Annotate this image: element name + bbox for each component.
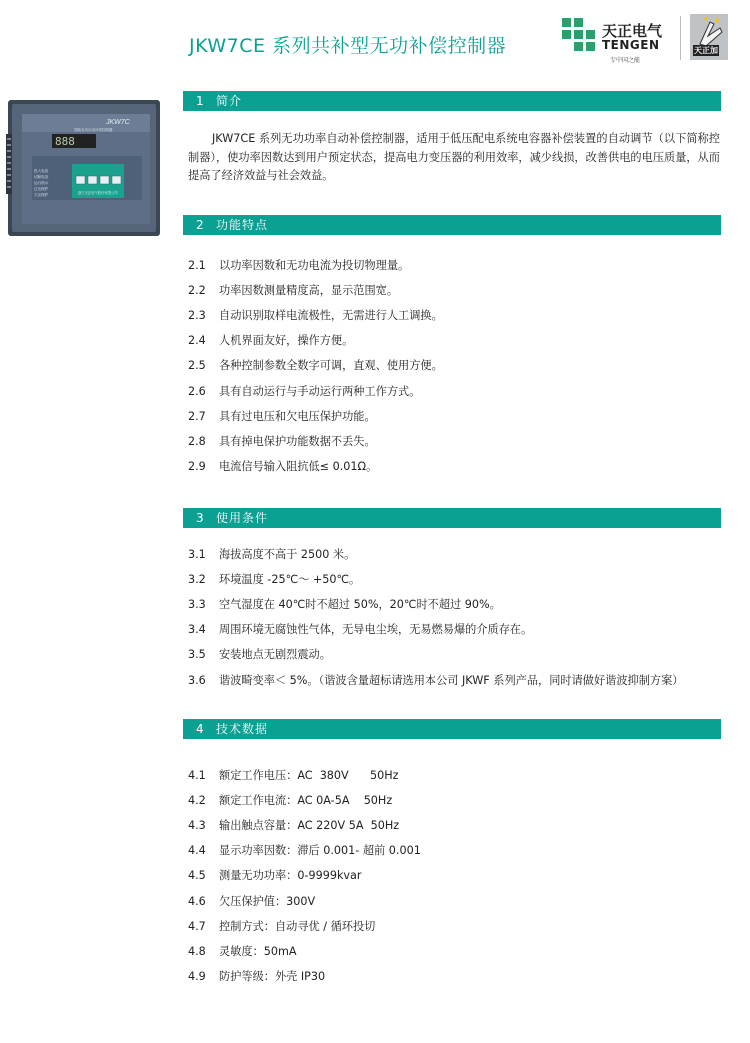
list-item xyxy=(188,307,443,323)
section-header-intro xyxy=(183,91,721,111)
section-title: 功能特点 xyxy=(216,218,269,232)
page-title: JKW7CE 系列共补型无功补偿控制器 xyxy=(189,35,507,57)
section-title: 技术数据 xyxy=(216,722,269,736)
list-item xyxy=(188,408,376,424)
item-text: 电流信号输入阻抗低≤ 0.01Ω。 xyxy=(219,459,378,473)
list-item xyxy=(188,282,398,298)
item-text: 具有过电压和欠电压保护功能。 xyxy=(219,409,376,423)
list-item xyxy=(188,893,315,909)
item-text: 自动识别取样电流极性，无需进行人工调换。 xyxy=(219,309,443,323)
item-text: 各种控制参数全数字可调，直观、使用方便。 xyxy=(219,359,443,373)
item-text: 安装地点无剧烈震动。 xyxy=(219,648,331,662)
section-header-conditions xyxy=(183,508,721,528)
section-number: 4 xyxy=(196,722,204,736)
list-item xyxy=(188,257,409,273)
tengen-logo xyxy=(562,14,732,64)
badge-label: 天正加 xyxy=(694,46,718,55)
brand-tagline: 专中国之能 xyxy=(610,57,641,64)
list-item xyxy=(188,621,532,637)
item-text: 额定工作电流：AC 0A-5A 50Hz xyxy=(219,794,393,808)
item-text: 额定工作电压：AC 380V 50Hz xyxy=(219,769,399,782)
item-text: 人机界面友好，操作方便。 xyxy=(219,334,354,348)
item-number: 4.8 xyxy=(188,944,206,958)
item-number: 4.9 xyxy=(188,969,206,983)
item-text: 谐波畸变率＜ 5%。（谐波含量超标请选用本公司 JKWF 系列产品，同时请做好谐波抑制方案） xyxy=(219,673,684,687)
list-item xyxy=(188,383,420,399)
item-number: 4.2 xyxy=(188,794,206,808)
item-number: 2.5 xyxy=(188,359,206,373)
device-maker: 浙江天正电气股份有限公司 xyxy=(78,191,118,195)
list-item xyxy=(188,571,360,587)
controller-product-image xyxy=(4,94,164,240)
section-title: 使用条件 xyxy=(216,511,269,525)
section-number: 1 xyxy=(196,94,204,108)
item-text: 功率因数测量精度高，显示范围宽。 xyxy=(219,284,399,298)
device-side-label: 运行指示 xyxy=(34,181,49,185)
item-number: 2.3 xyxy=(188,309,206,323)
device-side-label: 欠压保护 xyxy=(34,193,49,197)
list-item xyxy=(188,646,331,662)
item-number: 4.6 xyxy=(188,894,206,908)
list-item xyxy=(188,943,297,959)
item-number: 3.1 xyxy=(188,548,206,561)
item-number: 4.4 xyxy=(188,844,206,858)
item-text: 控制方式：自动寻优 / 循环投切 xyxy=(219,919,376,933)
device-subtitle: 智能无功自动补偿控制器 xyxy=(74,128,113,132)
item-text: 灵敏度：50mA xyxy=(219,944,297,958)
section-header-tech xyxy=(183,719,721,739)
list-item xyxy=(188,357,443,373)
item-number: 3.6 xyxy=(188,673,206,687)
item-number: 2.1 xyxy=(188,259,206,272)
list-item xyxy=(188,458,377,474)
brand-name-cn: 天正电气 xyxy=(602,22,663,40)
list-item xyxy=(188,842,421,858)
item-text: 空气湿度在 40℃时不超过 50%，20℃时不超过 90%。 xyxy=(219,598,501,612)
list-item xyxy=(188,332,353,348)
item-text: 输出触点容量：AC 220V 5A 50Hz xyxy=(219,819,400,833)
list-item xyxy=(188,918,375,934)
item-number: 4.7 xyxy=(188,919,206,933)
item-text: 测量无功功率：0-9999kvar xyxy=(219,869,362,883)
list-item xyxy=(188,433,376,449)
section-number: 3 xyxy=(196,511,204,525)
item-number: 2.7 xyxy=(188,409,206,423)
device-side-label: 切除电容 xyxy=(34,175,49,179)
list-item xyxy=(188,546,355,562)
device-model-label: JKW7C xyxy=(106,119,130,126)
list-item xyxy=(188,596,501,612)
device-side-label: 过压保护 xyxy=(34,187,49,191)
item-number: 3.5 xyxy=(188,648,206,662)
item-text: 以功率因数和无功电流为投切物理量。 xyxy=(219,259,410,272)
list-item xyxy=(188,867,362,883)
item-number: 4.3 xyxy=(188,819,206,833)
item-text: 周围环境无腐蚀性气体，无导电尘埃，无易燃易爆的介质存在。 xyxy=(219,623,533,637)
brand-name-en: TENGEN xyxy=(602,38,660,52)
item-text: 海拔高度不高于 2500 米。 xyxy=(219,548,356,561)
item-number: 2.6 xyxy=(188,384,206,398)
item-number: 4.1 xyxy=(188,769,206,782)
item-number: 2.4 xyxy=(188,334,206,348)
device-side-label: 投入电容 xyxy=(34,169,49,173)
tengen-logo-mark-icon xyxy=(562,18,596,52)
item-number: 4.5 xyxy=(188,869,206,883)
item-text: 显示功率因数：滞后 0.001- 超前 0.001 xyxy=(219,844,421,858)
item-text: 具有自动运行与手动运行两种工作方式。 xyxy=(219,384,421,398)
section-title: 简介 xyxy=(216,94,243,108)
section-number: 2 xyxy=(196,218,204,232)
item-text: 防护等级：外壳 IP30 xyxy=(219,969,326,983)
item-number: 2.9 xyxy=(188,459,206,473)
item-number: 2.2 xyxy=(188,284,206,298)
intro-paragraph: JKW7CE 系列无功功率自动补偿控制器，适用于低压配电系统电容器补偿装置的自动调节（以下简称控制器），使功率因数达到用户预定状态，提高电力变压器的利用效率，减少线损，改善供电的电压质量，从而提高了经济效益与社会效益。 xyxy=(188,132,720,182)
section-header-features xyxy=(183,215,721,235)
item-number: 3.4 xyxy=(188,623,206,637)
item-number: 3.2 xyxy=(188,573,206,587)
item-number: 3.3 xyxy=(188,598,206,612)
logo-divider xyxy=(680,16,681,60)
list-item xyxy=(188,968,325,984)
list-item xyxy=(188,817,399,833)
device-display: 888 xyxy=(55,135,75,148)
list-item xyxy=(188,672,684,688)
item-number: 2.8 xyxy=(188,434,206,448)
list-item xyxy=(188,792,392,808)
item-text: 欠压保护值：300V xyxy=(219,894,316,908)
item-text: 环境温度 -25℃～ +50℃。 xyxy=(219,573,361,587)
list-item xyxy=(188,767,399,783)
item-text: 具有掉电保护功能数据不丢失。 xyxy=(219,434,376,448)
